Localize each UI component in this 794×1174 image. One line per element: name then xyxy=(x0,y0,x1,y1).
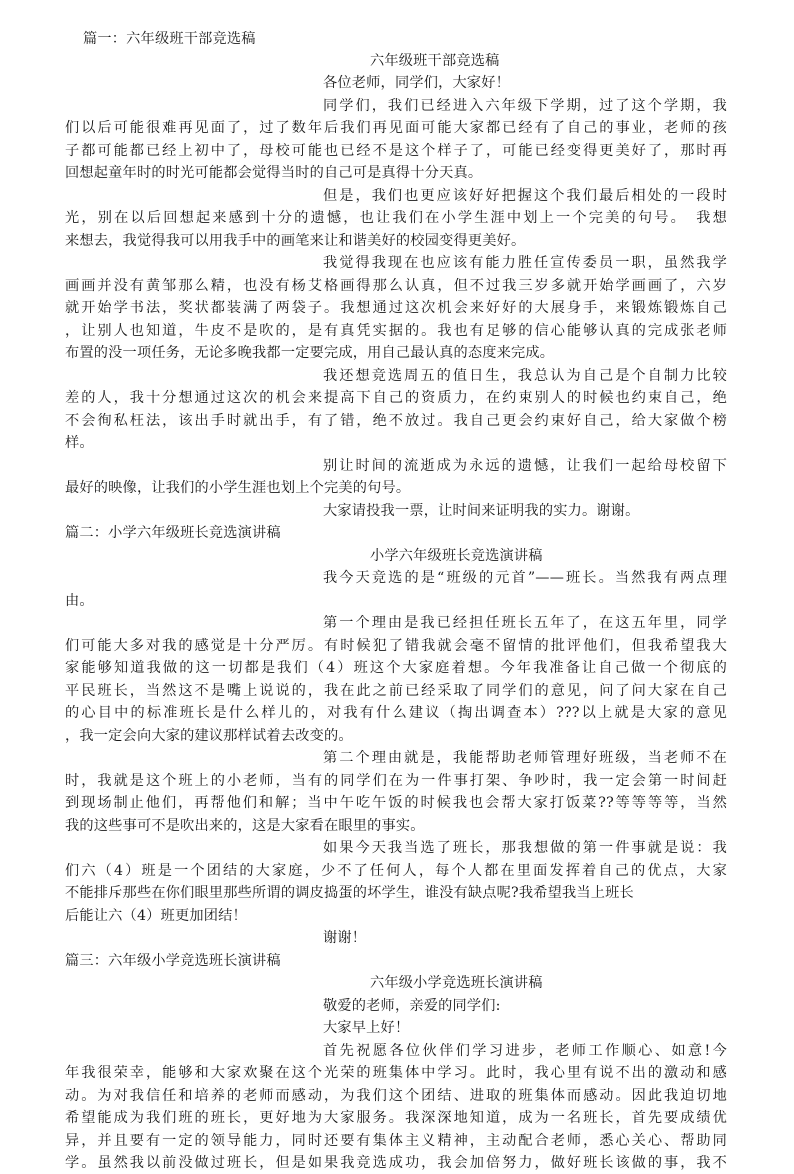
paragraph-line: 第一个理由是我已经担任班长五年了，在这五年里，同学 xyxy=(323,615,727,631)
paragraph-line: 大家请投我一票，让时间来证明我的实力。谢谢。 xyxy=(323,503,640,519)
paragraph-line: ，我一定会向大家的建议那样试着去改变的。 xyxy=(65,728,353,744)
paragraph-line: 我今天竞选的是“班级的元首”——班长。当然我有两点理 xyxy=(323,570,727,586)
paragraph-line: 们以后可能很难再见面了，过了数年后我们再见面可能大家都已经有了自己的事业，老师的孩 xyxy=(65,120,727,136)
greeting: 敬爱的老师，亲爱的同学们: xyxy=(323,998,501,1014)
paragraph-line: 差的人，我十分想通过这次的机会来提高下自己的资质力，在约束别人的时候也约束自己，绝 xyxy=(65,390,727,406)
paragraph-line: 同学们，我们已经进入六年级下学期，过了这个学期，我 xyxy=(323,98,727,114)
section-title: 小学六年级班长竞选演讲稿 xyxy=(370,548,543,564)
paragraph-line: 别让时间的流逝成为永远的遗憾，让我们一起给母校留下 xyxy=(323,458,727,474)
paragraph-line: 平民班长，当然这不是嘴上说说的，我在此之前已经采取了同学们的意见，问了问大家在自己 xyxy=(65,683,727,699)
paragraph-line: 来想去，我觉得我可以用我手中的画笔来让和谐美好的校园变得更美好。 xyxy=(65,233,526,249)
paragraph-line: 我的这些事可不是吹出来的，这是大家看在眼里的事实。 xyxy=(65,818,425,834)
paragraph-line: 最好的映像，让我们的小学生涯也划上个完美的句号。 xyxy=(65,480,411,496)
paragraph-line: 由。 xyxy=(65,593,94,609)
paragraph-line: 动。为对我信任和培养的老师而感动，为我们这个团结、进取的班集体而感动。因此我迫切地 xyxy=(65,1088,727,1104)
paragraph-line: 们可能大多对我的感觉是十分严厉。有时候犯了错我就会毫不留情的批评他们，但我希望我大 xyxy=(65,638,727,654)
paragraph-line: 年我很荣幸，能够和大家欢聚在这个光荣的班集体中学习。此时，我心里有说不出的激动和感 xyxy=(65,1065,727,1081)
paragraph-line: 我觉得我现在也应该有能力胜任宣传委员一职，虽然我学 xyxy=(323,255,727,271)
paragraph-line: 第二个理由就是，我能帮助老师管理好班级，当老师不在 xyxy=(323,750,727,766)
paragraph-line: 但是，我们也更应该好好把握这个我们最后相处的一段时 xyxy=(323,188,727,204)
section-heading: 篇一：六年级班干部竞选稿 xyxy=(83,31,256,47)
paragraph-line: 就开始学书法，奖状都装满了两袋子。我想通过这次机会来好好的大展身手，来锻炼锻炼自己 xyxy=(65,300,727,316)
greeting: 大家早上好！ xyxy=(323,1020,410,1036)
paragraph-line: 到现场制止他们，再帮他们和解；当中午吃午饭的时候我也会帮大家打饭菜??等等等等，当然 xyxy=(65,795,727,811)
paragraph-line: 布置的没一项任务，无论多晚我都一定要完成，用自己最认真的态度来完成。 xyxy=(65,345,555,361)
paragraph-line: 如果今天我当选了班长，那我想做的第一件事就是说：我 xyxy=(323,840,727,856)
paragraph-line: 希望能成为我们班的班长，更好地为大家服务。我深深地知道，成为一名班长，首先要成绩优 xyxy=(65,1110,727,1126)
greeting: 各位老师，同学们，大家好！ xyxy=(323,75,511,91)
paragraph-line: 后能让六（4）班更加团结！ xyxy=(65,908,247,924)
paragraph-line: 我还想竞选周五的值日生，我总认为自己是个自制力比较 xyxy=(323,368,727,384)
section-title: 六年级班干部竞选稿 xyxy=(370,53,500,69)
paragraph-line: 光，别在以后回想起来感到十分的遗憾，也让我们在小学生涯中划上一个完美的句号。 我想 xyxy=(65,210,727,226)
paragraph-line: 的心目中的标准班长是什么样儿的，对我有什么建议（掏出调查本）???以上就是大家的意见 xyxy=(65,705,727,721)
section-heading: 篇二：小学六年级班长竞选演讲稿 xyxy=(65,525,281,541)
paragraph-line: 样。 xyxy=(65,435,94,451)
paragraph-line: 不会徇私枉法，该出手时就出手，有了错，绝不放过。我自己更会约束好自己，给大家做个榜 xyxy=(65,413,727,429)
paragraph-line: 时，我就是这个班上的小老师，当有的同学们在为一件事打架、争吵时，我一定会第一时间赶 xyxy=(65,773,727,789)
paragraph-line: 画画并没有黄邹那么精，也没有杨艾格画得那么认真，但不过我三岁多就开始学画画了，六岁 xyxy=(65,278,727,294)
paragraph-line: 谢谢！ xyxy=(323,930,367,946)
section-title: 六年级小学竞选班长演讲稿 xyxy=(370,975,543,991)
paragraph-line: 子都可能都已经上初中了，母校可能也已经不是这个样子了，可能已经变得更美好了，那时再 xyxy=(65,143,727,159)
paragraph-line: 们六（4）班是一个团结的大家庭，少不了任何人，每个人都在里面发挥着自己的优点，大家 xyxy=(65,863,727,879)
paragraph-line: ，让别人也知道，牛皮不是吹的，是有真凭实据的。我也有足够的信心能够认真的完成张老师 xyxy=(65,323,727,339)
paragraph-line: 学。虽然我以前没做过班长，但是如果我竞选成功，我会加倍努力，做好班长该做的事，我不 xyxy=(65,1155,727,1171)
section-heading: 篇三：六年级小学竞选班长演讲稿 xyxy=(65,953,281,969)
paragraph-line: 回想起童年时的时光可能都会觉得当时的自己可是真得十分天真。 xyxy=(65,165,483,181)
paragraph-line: 首先祝愿各位伙伴们学习进步，老师工作顺心、如意!今 xyxy=(323,1043,727,1059)
paragraph-line: 不能排斥那些在你们眼里那些所谓的调皮捣蛋的坏学生，谁没有缺点呢?我希望我当上班长 xyxy=(65,885,634,901)
paragraph-line: 家能够知道我做的这一切都是我们（4）班这个大家庭着想。今年我准备让自己做一个彻底的 xyxy=(65,660,727,676)
paragraph-line: 异，并且要有一定的领导能力，同时还要有集体主义精神，主动配合老师，悉心关心、帮助同 xyxy=(65,1133,727,1149)
